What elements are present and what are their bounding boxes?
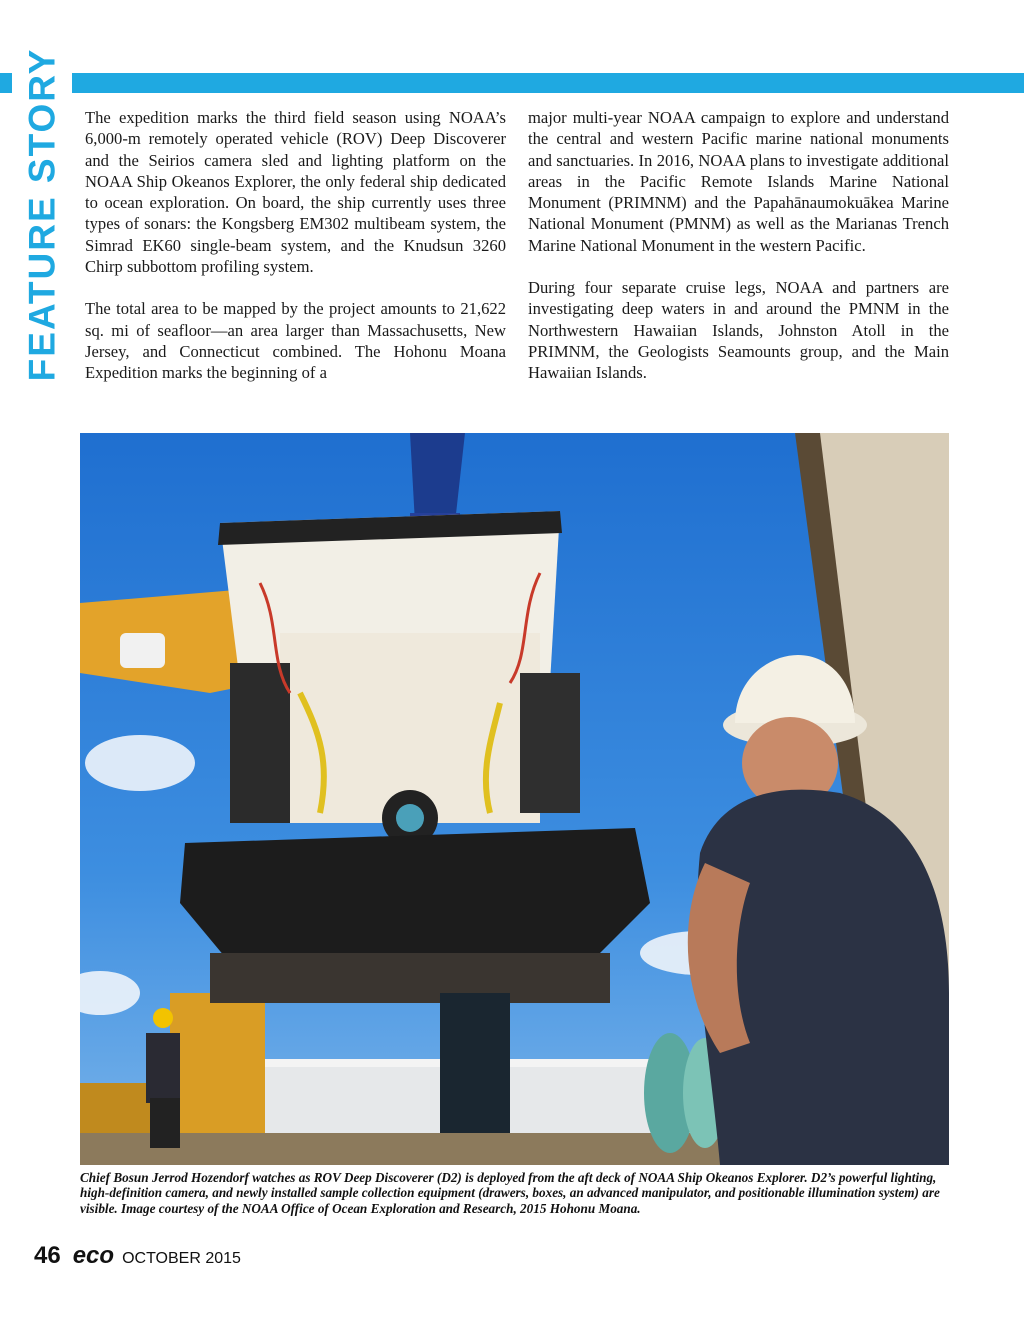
issue-date: OCTOBER 2015 [122, 1250, 241, 1267]
magazine-name: eco [72, 1242, 115, 1269]
article-column-right [528, 107, 949, 405]
article-paragraph: During four separate cruise legs, NOAA and partners are investigating deep waters in and around the PMNM in the Northwestern Hawaiian Islands, Johnston Atoll in the PRIMNM, the Geologists Seamounts group, and the Main Hawaiian Islands. [528, 278, 949, 383]
section-label [12, 36, 72, 392]
article-paragraph: major multi-year NOAA campaign to explore and understand the central and western Pacific marine national monuments and sanctuaries. In 2016, NOAA plans to investigate additional areas in the Pacific Remote Islands Marine National Monument (PRIMNM) and the Papahānaumokuākea Marine National Monument (PMNM) as well as the Marianas Trench Marine National Monument in the western Pacific. [528, 108, 949, 255]
rov-skid [180, 828, 650, 963]
section-color-bar [0, 73, 1024, 93]
article-body [85, 107, 949, 405]
page-footer [34, 1242, 241, 1276]
article-paragraph: The expedition marks the third field season using NOAA’s 6,000-m remotely operated vehicle (ROV) Deep Discoverer and the Seirios camera sled and lighting platform on the NOAA Ship Okeanos Explorer, the only federal ship dedicated to ocean exploration. On board, the ship currently uses three types of sonars: the Kongsberg EM302 multibeam system, the Simrad EK60 single-beam system, and the Knudsun 3260 Chirp subbottom profiling system. [85, 108, 506, 277]
photo-caption: Chief Bosun Jerrod Hozendorf watches as ROV Deep Discoverer (D2) is deployed from the aft deck of NOAA Ship Okeanos Explorer. D2’s powerful lighting, high-definition camera, and newly installed sample collection equipment (drawers, boxes, an advanced manipulator, and positionable illumination system) are visible. Image courtesy of the NOAA Office of Ocean Exploration and Research, 2015 Hohonu Moana. [80, 1170, 940, 1216]
article-paragraph: The total area to be mapped by the project amounts to 21,622 sq. mi of seafloor—an area larger than Massachusetts, New Jersey, and Connecticut combined. The Hohonu Moana Expedition marks the beginning of a [85, 299, 506, 383]
article-column-left [85, 107, 506, 405]
page-number: 46 [34, 1242, 61, 1269]
section-label-text: FEATURE STORY [21, 47, 63, 381]
rov-deployment-photo [80, 433, 949, 1165]
